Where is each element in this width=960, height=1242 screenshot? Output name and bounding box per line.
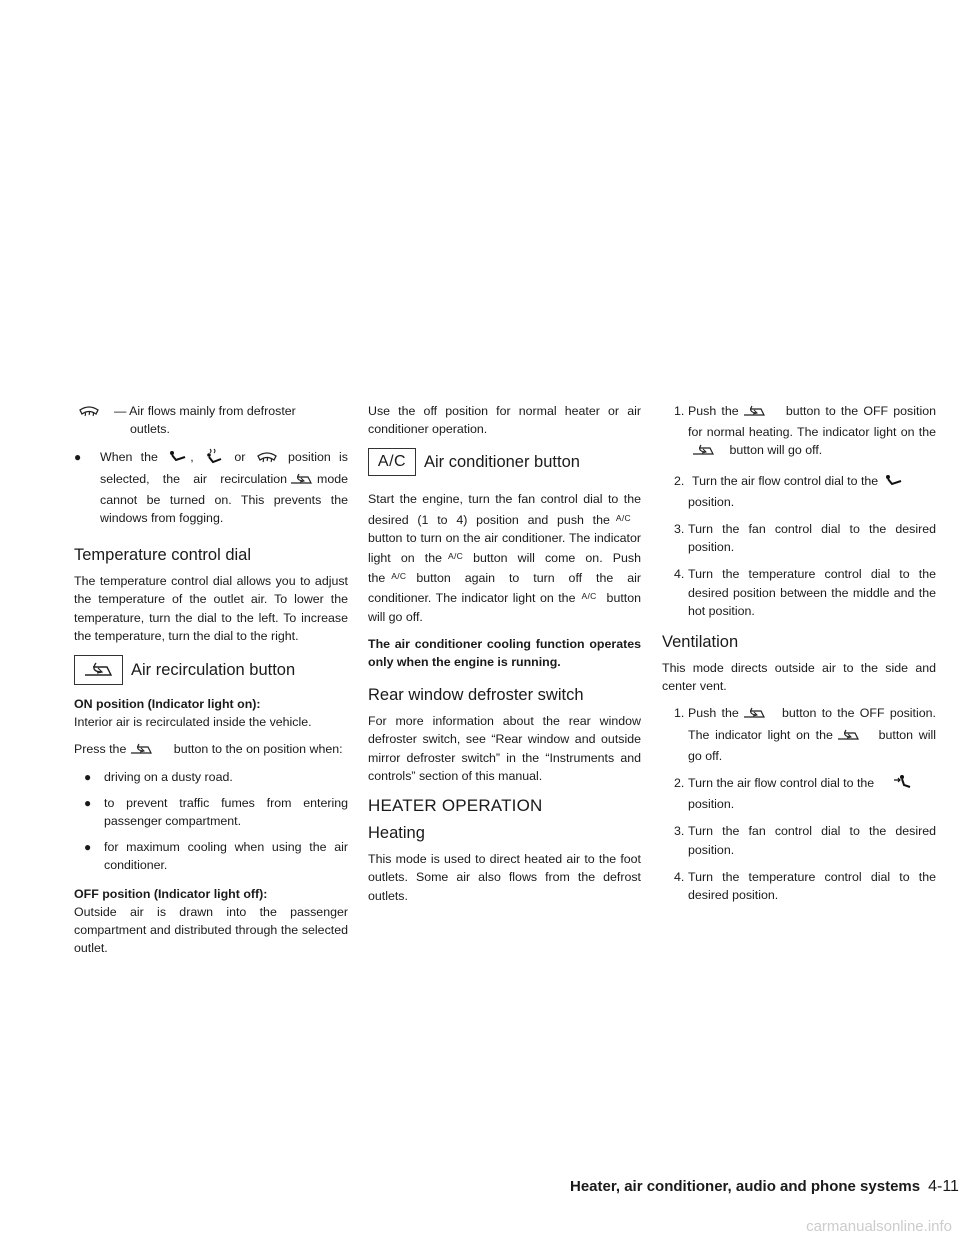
recirculation-icon (690, 443, 718, 462)
defrost-line-b: outlets. (130, 422, 170, 437)
off-position-heading: OFF position (Indicator light off): (74, 886, 268, 901)
step-text: button will go off. (688, 727, 936, 763)
ac-text-d: button again to turn off the air conditioner. The indicator light on the (368, 571, 641, 606)
step-text: Push the (688, 706, 739, 721)
ac-section-header (368, 448, 641, 476)
step-text: Push the (688, 404, 739, 418)
heating-step-4 (662, 565, 936, 620)
recirculation-icon (289, 472, 315, 491)
temperature-dial-heading: Temperature control dial (74, 546, 252, 565)
face-vent-mode-icon (892, 774, 912, 795)
watermark: carmanualsonline.info (806, 1218, 952, 1235)
note-rest: cannot be turned on. This prevents the windows from fogging. (100, 492, 348, 526)
step-text: position. (688, 494, 735, 509)
foot-mode-icon (168, 450, 188, 469)
foot-mode-icon (884, 474, 904, 493)
page-number: 4-11 (928, 1178, 959, 1195)
press-recirc-text (74, 740, 348, 761)
note-line2: selected, the air recirculation (100, 471, 287, 486)
on-position-body: Interior air is recirculated inside the vehicle. (74, 715, 312, 730)
step-number: 3. (674, 824, 685, 839)
footer-section-title: Heater, air conditioner, audio and phone systems (570, 1178, 921, 1195)
bullet-dot: ● (84, 795, 92, 810)
mode-note-bullet (74, 448, 348, 527)
recirculation-icon (128, 742, 156, 761)
bullet-text: for maximum cooling when using the air conditioner. (104, 840, 348, 873)
ac-small-icon: A/C (581, 591, 597, 602)
ac-heading: Air conditioner button (424, 453, 580, 472)
heater-operation-heading: HEATER OPERATION (368, 796, 543, 816)
list-item (74, 794, 348, 830)
off-use-intro: Use the off position for normal heater or air conditioner operation. (368, 404, 641, 437)
off-position-body: Outside air is drawn into the passenger compartment and distributed through the selected outlet. (74, 904, 348, 956)
foot-defrost-mode-icon (204, 448, 224, 469)
recirculation-icon (835, 728, 863, 747)
press-b: button to the on position when: (173, 742, 343, 757)
step-number: 1. (674, 706, 685, 721)
step-number: 1. (674, 404, 685, 418)
temperature-dial-body: The temperature control dial allows you to adjust the temperature of the outlet air. To lower the temperature, turn the dial to the left. To increase the temperature, turn the dial to the right. (74, 574, 348, 643)
column-left (74, 402, 348, 966)
ac-text-c: button will come on. Push the (368, 551, 641, 586)
recirculation-icon (741, 706, 769, 725)
note-comma: , (190, 450, 194, 465)
heating-body: This mode is used to direct heated air to the foot outlets. Some air also flows from the defrost outlets. (368, 852, 641, 903)
ac-text-b: button to turn on the air conditioner. The indicator light on the (368, 530, 641, 566)
step-text: Turn the fan control dial to the desired position. (688, 522, 936, 555)
column-right (662, 402, 936, 913)
step-number: 3. (674, 522, 685, 537)
ac-small-icon: A/C (615, 512, 631, 523)
bullet-dot: ● (84, 769, 92, 784)
step-text: Turn the fan control dial to the desired position. (688, 824, 936, 857)
rear-defroster-body: For more information about the rear window defroster switch, see “Rear window and outside mirror defroster switch” in the “Instruments and controls” section of this manual. (368, 714, 641, 783)
ac-small-icon: A/C (448, 551, 464, 562)
step-text: Turn the temperature control dial to the desired position between the middle and the hot position. (688, 567, 936, 618)
heating-step-3 (662, 520, 936, 556)
bullet-dot: ● (74, 450, 82, 465)
ac-warning: The air conditioner cooling function operates only when the engine is running. (368, 636, 641, 670)
note-pos: position is (288, 450, 349, 465)
ac-button-icon: A/C (368, 448, 416, 476)
ac-text-a: Start the engine, turn the fan control dial to the desired (1 to 4) position and push the (368, 492, 641, 527)
ac-text-e: button will go off. (368, 591, 641, 624)
recirculation-heading: Air recirculation button (131, 661, 296, 680)
ventilation-heading: Ventilation (662, 633, 739, 652)
note-or: or (234, 450, 246, 465)
step-number: 2. (674, 473, 685, 488)
recirculation-section-header (74, 655, 348, 685)
heating-step-2 (662, 472, 936, 511)
recirculation-button-icon (74, 655, 123, 685)
step-number: 2. (674, 776, 685, 791)
column-middle (368, 402, 641, 914)
list-item (74, 838, 348, 874)
note-text: When the (100, 450, 158, 465)
vent-step-3 (662, 822, 936, 858)
note-mode: mode (317, 471, 348, 486)
defroster-icon (256, 450, 278, 469)
on-position-heading: ON position (Indicator light on): (74, 697, 261, 712)
vent-step-4 (662, 868, 936, 904)
step-text: button will go off. (729, 443, 823, 458)
page-footer (570, 1178, 959, 1196)
defrost-line-a: — Air flows mainly from defroster (114, 404, 296, 418)
step-text: button to the OFF position for normal heating. The indicator light on the (688, 404, 936, 440)
ac-body (368, 490, 641, 625)
vent-step-1 (662, 704, 936, 765)
defroster-icon (78, 404, 100, 423)
heating-step-1 (662, 402, 936, 463)
step-number: 4. (674, 567, 685, 582)
defroster-mode-definition (74, 402, 348, 438)
step-number: 4. (674, 869, 685, 884)
vent-step-2 (662, 774, 936, 813)
step-text: Turn the air flow control dial to the (692, 473, 879, 488)
bullet-text: driving on a dusty road. (104, 769, 233, 784)
step-text: position. (688, 797, 735, 812)
step-text: Turn the temperature control dial to the desired position. (688, 869, 936, 903)
press-a: Press the (74, 742, 127, 757)
step-text: Turn the air flow control dial to the (688, 776, 875, 791)
rear-defroster-heading: Rear window defroster switch (368, 686, 584, 705)
bullet-dot: ● (84, 840, 92, 855)
heating-heading: Heating (368, 824, 425, 843)
recirculation-icon (741, 404, 769, 423)
bullet-text: to prevent traffic fumes from entering passenger compartment. (104, 795, 348, 829)
ac-small-icon: A/C (391, 571, 407, 582)
step-text: button to the OFF position. The indicator light on the (688, 706, 936, 742)
ventilation-body: This mode directs outside air to the side and center vent. (662, 661, 936, 694)
list-item (74, 768, 348, 786)
